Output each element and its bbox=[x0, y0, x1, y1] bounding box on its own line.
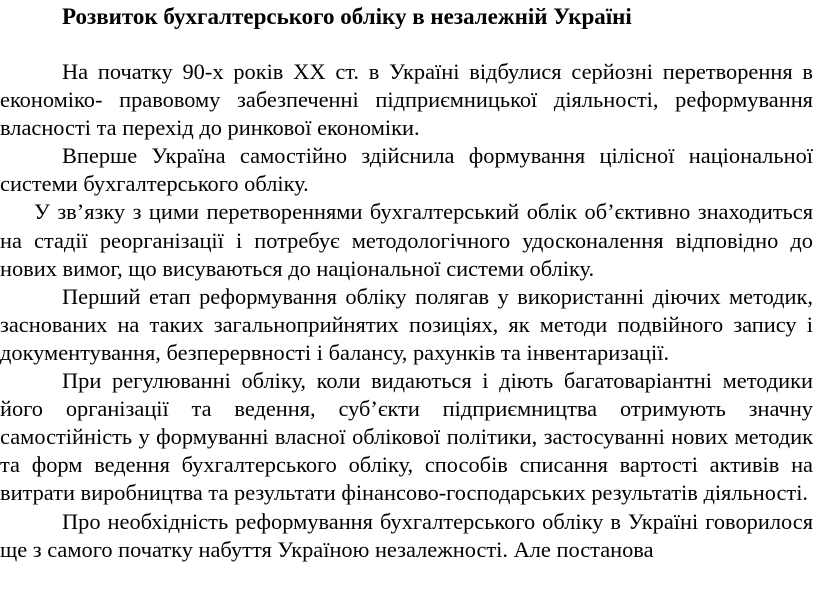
paragraph: На початку 90-х років ХХ ст. в Україні відбулися серйозні перетворення в економіко- правовому забезпеченні підприємницької діяльності, реформування власності та перехід до ринкової економіки. bbox=[0, 59, 813, 141]
paragraph: Про необхідність реформування бухгалтерського обліку в Україні говорилося ще з самого початку набуття Україною незалежності. Але постанова bbox=[0, 508, 813, 562]
document-body bbox=[0, 58, 813, 564]
paragraph: При регулюванні обліку, коли видаються і діють багатоваріантні методики його організації та ведення, суб’єкти підприємництва отримують значну самостійність у формуванні власної облікової політики, застосуванні нових методик та форм ведення бухгалтерського обліку, способів списання вартості активів на витрати виробництва та результати фінансово-господарських результатів діяльності. bbox=[0, 368, 813, 506]
paragraph: Перший етап реформування обліку полягав у використанні діючих методик, заснованих на таких загальноприйнятих позиціях, як методи подвійного запису і документування, безперервності і балансу, рахунків та інвентаризації. bbox=[0, 283, 813, 365]
paragraph: Вперше Україна самостійно здійснила формування цілісної національної системи бухгалтерського обліку. bbox=[0, 143, 813, 197]
document-title: Розвиток бухгалтерського обліку в незалежній Україні bbox=[62, 4, 632, 29]
paragraph: У зв’язку з цими перетвореннями бухгалтерський облік об’єктивно знаходиться на стадії реорганізації і потребує методологічного удосконалення відповідно до нових вимог, що висуваються до національної системи обліку. bbox=[0, 199, 813, 281]
